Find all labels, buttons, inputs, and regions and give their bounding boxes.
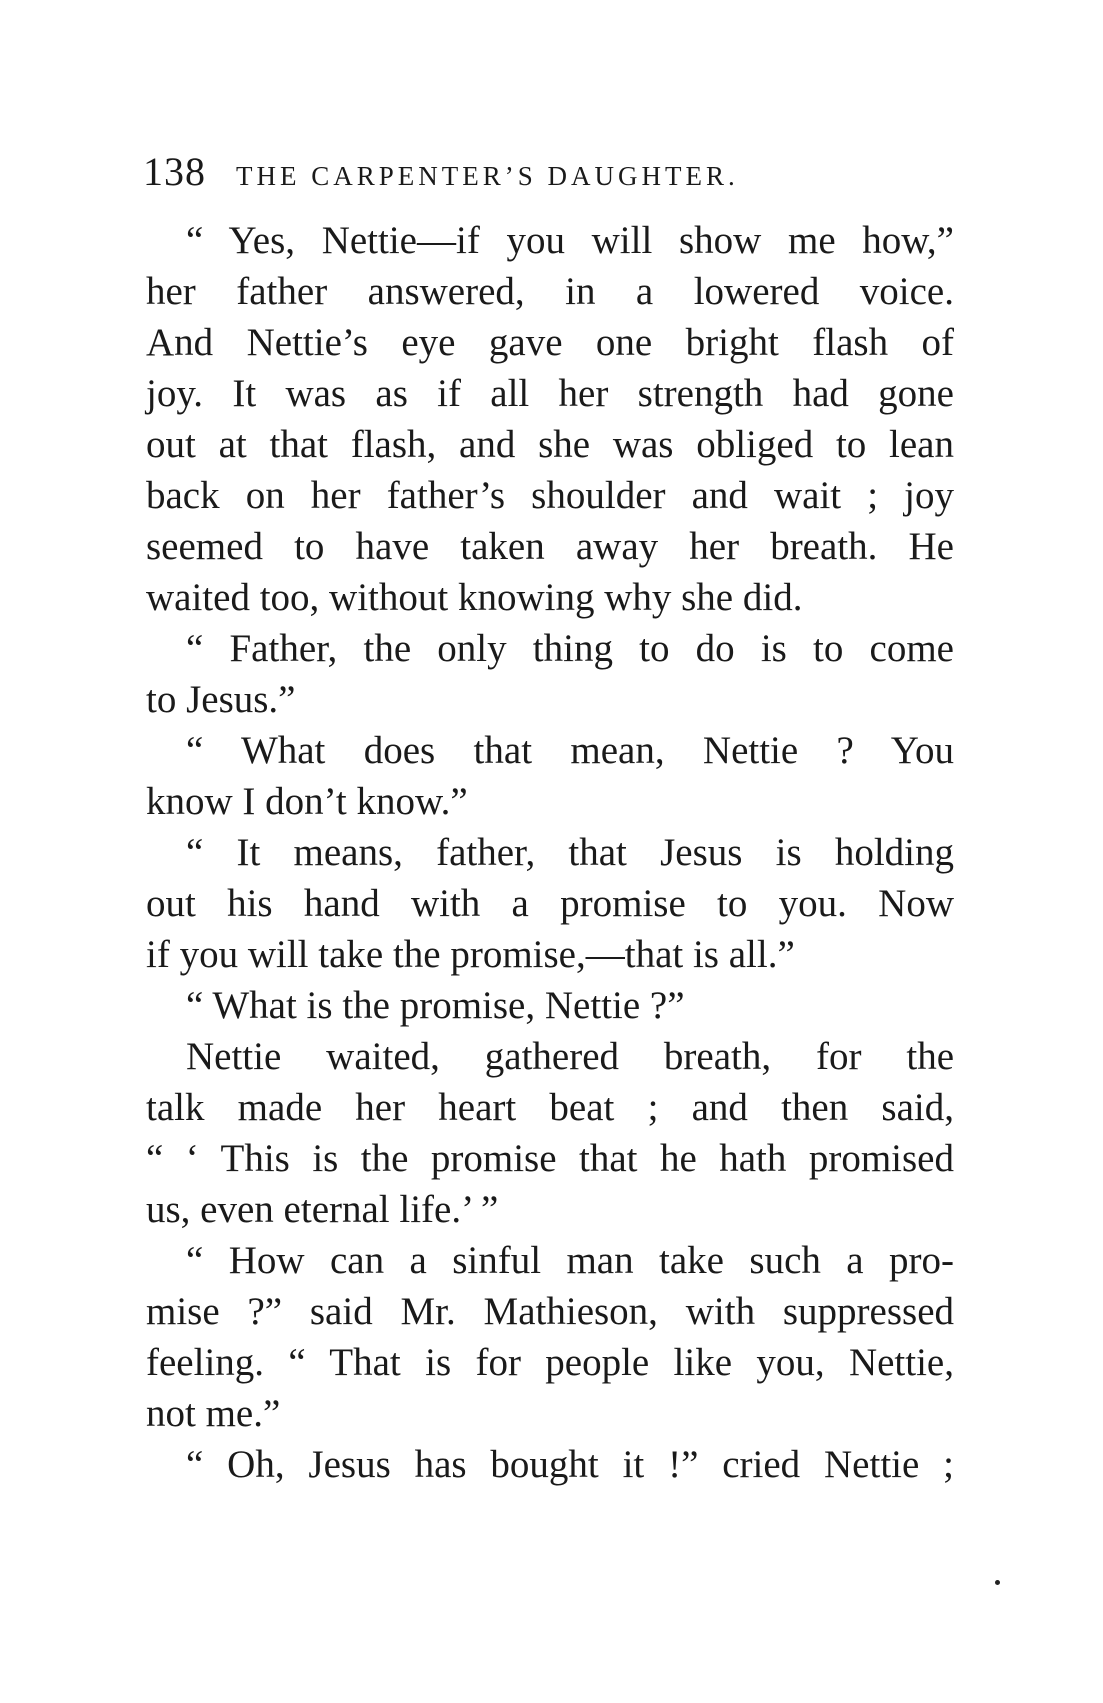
- text-line: if you will take the promise,—that is all.”: [146, 933, 795, 976]
- text-line: “ Yes, Nettie—if you will show me how,”: [186, 219, 954, 262]
- text-line: back on her father’s shoulder and wait ; joy: [146, 474, 954, 517]
- text-line: “ What is the promise, Nettie ?”: [186, 984, 685, 1027]
- text-line: “ Father, the only thing to do is to come: [186, 627, 954, 670]
- text-line: “ What does that mean, Nettie ? You: [186, 729, 954, 772]
- text-line: joy. It was as if all her strength had gone: [146, 372, 954, 415]
- text-line: “ It means, father, that Jesus is holding: [186, 831, 954, 874]
- running-title: THE CARPENTER’S DAUGHTER.: [236, 161, 739, 191]
- text-line: “ Oh, Jesus has bought it !” cried Nettie ;: [186, 1443, 954, 1486]
- text-line: to Jesus.”: [146, 678, 296, 721]
- text-line: seemed to have taken away her breath. He: [146, 525, 954, 568]
- text-line: not me.”: [146, 1392, 281, 1435]
- page-number: 138: [143, 149, 206, 194]
- text-line: talk made her heart beat ; and then said,: [146, 1086, 954, 1129]
- text-line: us, even eternal life.’ ”: [146, 1188, 499, 1231]
- text-line: And Nettie’s eye gave one bright flash of: [146, 321, 954, 364]
- print-speck: [995, 1580, 1000, 1585]
- text-line: her father answered, in a lowered voice.: [146, 270, 954, 313]
- text-line: “ ‘ This is the promise that he hath promised: [146, 1137, 954, 1180]
- text-line: “ How can a sinful man take such a pro-: [186, 1239, 954, 1282]
- text-line: out his hand with a promise to you. Now: [146, 882, 954, 925]
- text-line: waited too, without knowing why she did.: [146, 576, 803, 619]
- text-line: Nettie waited, gathered breath, for the: [186, 1035, 954, 1078]
- page-header: [143, 148, 963, 198]
- text-line: mise ?” said Mr. Mathieson, with suppressed: [146, 1290, 954, 1333]
- text-line: out at that flash, and she was obliged to lean: [146, 423, 954, 466]
- text-line: feeling. “ That is for people like you, Nettie,: [146, 1341, 954, 1384]
- body-text: [146, 215, 954, 1490]
- text-line: know I don’t know.”: [146, 780, 468, 823]
